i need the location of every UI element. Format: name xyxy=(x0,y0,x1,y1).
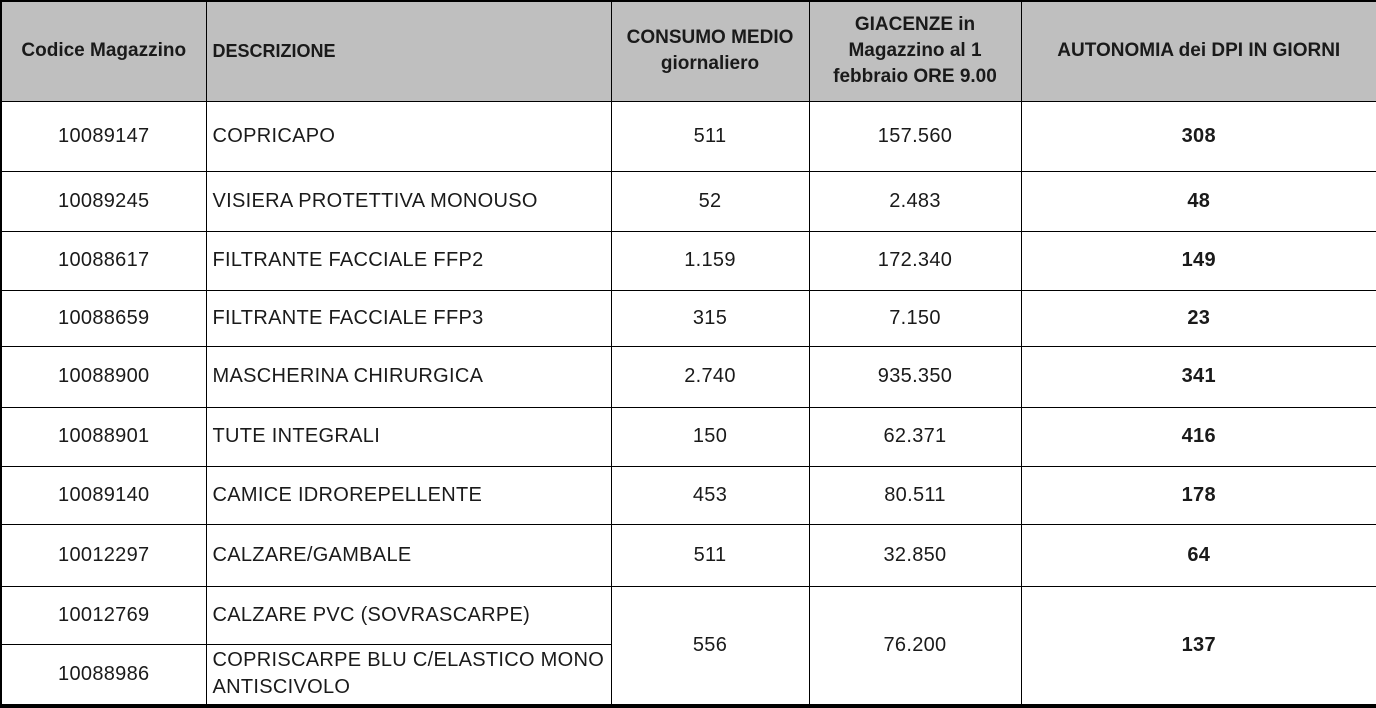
cell-descrizione: FILTRANTE FACCIALE FFP2 xyxy=(206,231,611,290)
table-row xyxy=(1,407,1376,466)
table-row xyxy=(1,171,1376,231)
cell-giacenze: 2.483 xyxy=(809,171,1021,231)
cell-descrizione: COPRICAPO xyxy=(206,101,611,171)
cell-consumo: 315 xyxy=(611,290,809,346)
cell-descrizione: VISIERA PROTETTIVA MONOUSO xyxy=(206,171,611,231)
cell-codice: 10088617 xyxy=(1,231,206,290)
cell-giacenze: 62.371 xyxy=(809,407,1021,466)
cell-autonomia: 341 xyxy=(1021,346,1376,407)
col-header-consumo-medio: CONSUMO MEDIO giornaliero xyxy=(611,1,809,101)
cell-descrizione: CALZARE PVC (SOVRASCARPE) xyxy=(206,586,611,644)
cell-descrizione: CALZARE/GAMBALE xyxy=(206,524,611,586)
cell-giacenze: 157.560 xyxy=(809,101,1021,171)
table-row xyxy=(1,290,1376,346)
table-row xyxy=(1,101,1376,171)
cell-autonomia: 178 xyxy=(1021,466,1376,524)
cell-autonomia: 308 xyxy=(1021,101,1376,171)
cell-consumo-merged: 556 xyxy=(611,586,809,706)
table-row xyxy=(1,466,1376,524)
cell-codice: 10089147 xyxy=(1,101,206,171)
table-row xyxy=(1,346,1376,407)
cell-giacenze: 80.511 xyxy=(809,466,1021,524)
cell-autonomia: 416 xyxy=(1021,407,1376,466)
cell-giacenze-merged: 76.200 xyxy=(809,586,1021,706)
col-header-giacenze: GIACENZE in Magazzino al 1 febbraio ORE 9.00 xyxy=(809,1,1021,101)
cell-descrizione: MASCHERINA CHIRURGICA xyxy=(206,346,611,407)
cell-consumo: 52 xyxy=(611,171,809,231)
cell-descrizione: TUTE INTEGRALI xyxy=(206,407,611,466)
cell-codice: 10088659 xyxy=(1,290,206,346)
cell-autonomia: 149 xyxy=(1021,231,1376,290)
cell-giacenze: 7.150 xyxy=(809,290,1021,346)
cell-consumo: 453 xyxy=(611,466,809,524)
cell-giacenze: 172.340 xyxy=(809,231,1021,290)
cell-codice: 10089245 xyxy=(1,171,206,231)
cell-codice: 10088986 xyxy=(1,644,206,706)
cell-consumo: 2.740 xyxy=(611,346,809,407)
cell-descrizione: CAMICE IDROREPELLENTE xyxy=(206,466,611,524)
col-header-descrizione: DESCRIZIONE xyxy=(206,1,611,101)
col-header-autonomia: AUTONOMIA dei DPI IN GIORNI xyxy=(1021,1,1376,101)
table-row xyxy=(1,586,1376,644)
cell-codice: 10088901 xyxy=(1,407,206,466)
cell-descrizione: COPRISCARPE BLU C/ELASTICO MONO ANTISCIVOLO xyxy=(206,644,611,706)
cell-giacenze: 32.850 xyxy=(809,524,1021,586)
cell-autonomia-merged: 137 xyxy=(1021,586,1376,706)
col-header-codice-magazzino: Codice Magazzino xyxy=(1,1,206,101)
cell-consumo: 1.159 xyxy=(611,231,809,290)
cell-descrizione: FILTRANTE FACCIALE FFP3 xyxy=(206,290,611,346)
cell-codice: 10089140 xyxy=(1,466,206,524)
cell-giacenze: 935.350 xyxy=(809,346,1021,407)
cell-autonomia: 64 xyxy=(1021,524,1376,586)
table-row xyxy=(1,231,1376,290)
cell-consumo: 511 xyxy=(611,101,809,171)
cell-autonomia: 23 xyxy=(1021,290,1376,346)
cell-codice: 10088900 xyxy=(1,346,206,407)
cell-codice: 10012297 xyxy=(1,524,206,586)
cell-autonomia: 48 xyxy=(1021,171,1376,231)
cell-codice: 10012769 xyxy=(1,586,206,644)
cell-consumo: 511 xyxy=(611,524,809,586)
table-row xyxy=(1,524,1376,586)
header-row xyxy=(1,1,1376,101)
cell-consumo: 150 xyxy=(611,407,809,466)
